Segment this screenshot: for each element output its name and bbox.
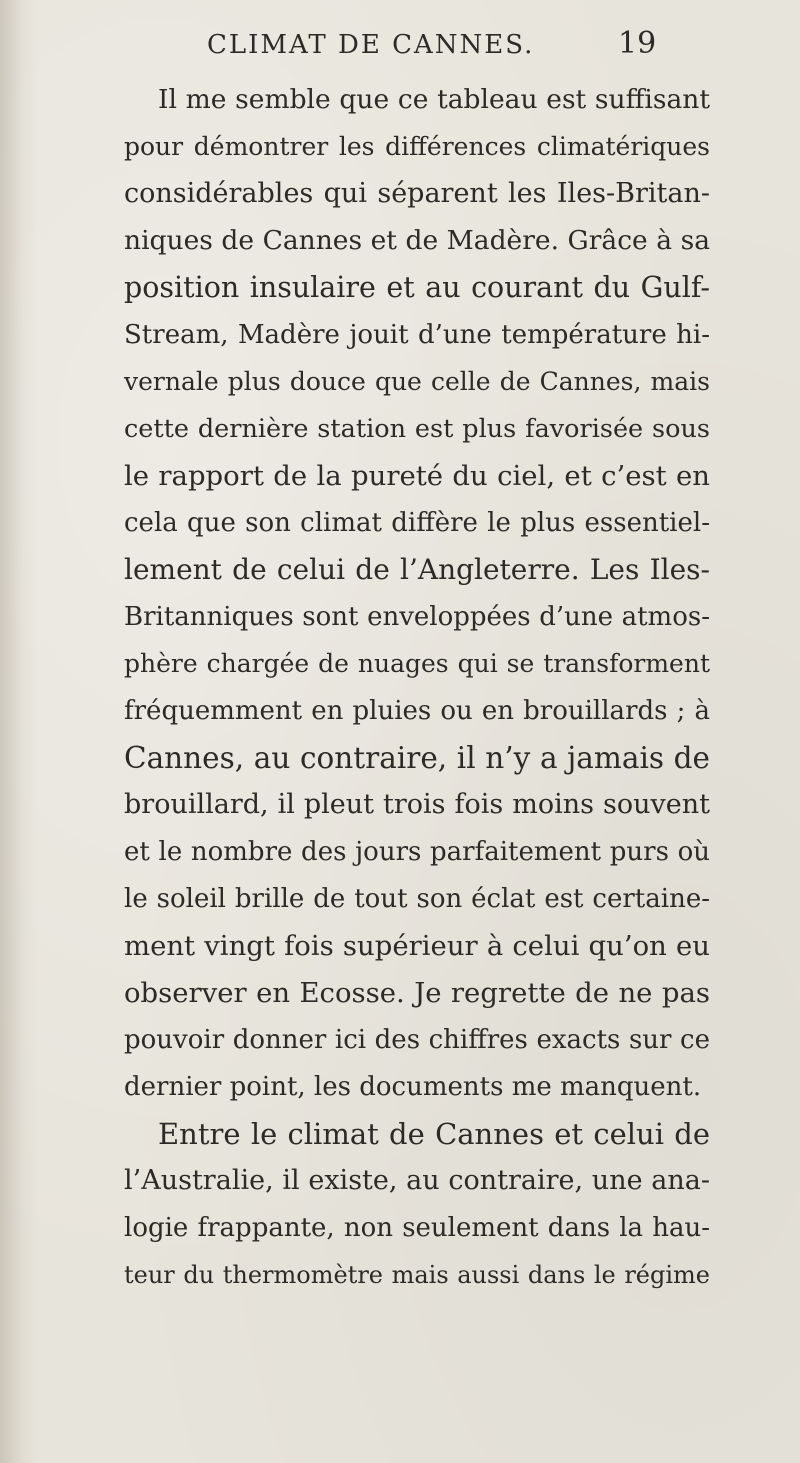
text-line: vernale plus douce que celle de Cannes, mais — [124, 367, 710, 396]
page-number: 19 — [618, 26, 657, 61]
text-line: brouillard, il pleut trois fois moins souvent — [124, 789, 710, 820]
text-line: considérables qui séparent les Iles-Britan- — [124, 178, 710, 209]
text-line: teur du thermomètre mais aussi dans le régime — [124, 1261, 710, 1289]
text-line: niques de Cannes et de Madère. Grâce à sa — [124, 225, 710, 256]
text-line: position insulaire et au courant du Gulf- — [124, 271, 710, 304]
text-line: Il me semble que ce tableau est suffisant — [158, 84, 710, 115]
text-line: cela que son climat diffère le plus essentiel- — [124, 508, 710, 538]
text-line: pour démontrer les différences climatériques — [124, 132, 710, 161]
text-line: phère chargée de nuages qui se transforment — [124, 649, 710, 678]
text-line: Stream, Madère jouit d’une température hi- — [124, 320, 710, 350]
text-line: observer en Ecosse. Je regrette de ne pas — [124, 977, 710, 1009]
text-line: le soleil brille de tout son éclat est certaine- — [124, 884, 710, 914]
text-line: Cannes, au contraire, il n’y a jamais de — [124, 741, 710, 775]
text-line: cette dernière station est plus favorisée sous — [124, 414, 710, 444]
text-line: le rapport de la pureté du ciel, et c’est en — [124, 460, 710, 492]
text-line: pouvoir donner ici des chiffres exacts sur ce — [124, 1025, 710, 1055]
text-line: fréquemment en pluies ou en brouillards ; à — [124, 696, 710, 726]
text-line: et le nombre des jours parfaitement purs où — [124, 837, 710, 867]
running-title: CLIMAT DE CANNES. — [207, 30, 535, 60]
text-line: Entre le climat de Cannes et celui de — [158, 1117, 710, 1151]
text-line: logie frappante, non seulement dans la hau- — [124, 1213, 710, 1243]
text-line: dernier point, les documents me manquent. — [124, 1072, 702, 1102]
text-line: lement de celui de l’Angleterre. Les Iles- — [124, 553, 710, 586]
text-line: Britanniques sont enveloppées d’une atmos- — [124, 602, 710, 632]
text-line: l’Australie, il existe, au contraire, une ana- — [124, 1165, 710, 1196]
text-line: ment vingt fois supérieur à celui qu’on eu — [124, 930, 710, 962]
